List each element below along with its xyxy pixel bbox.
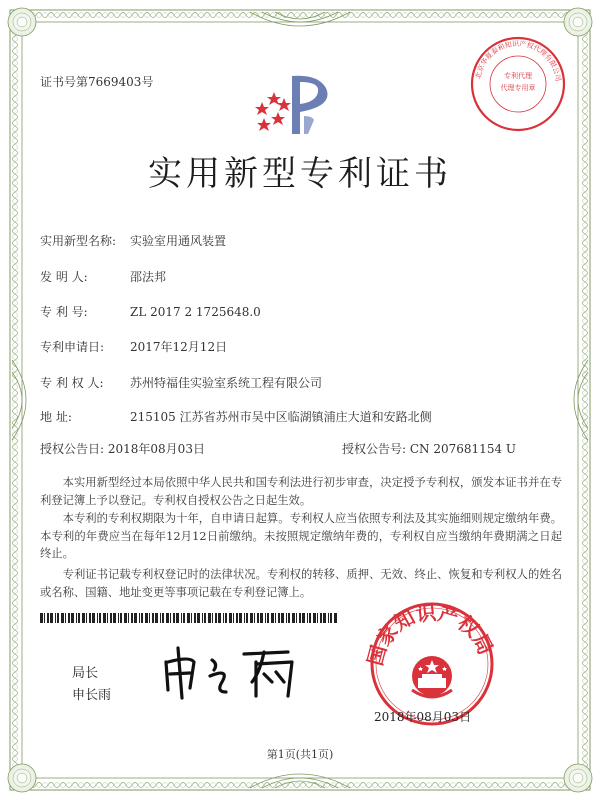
field-inventor <box>40 268 166 285</box>
barcode-bar <box>124 613 127 623</box>
barcode-bar <box>86 613 87 623</box>
field-grant-date <box>40 440 205 457</box>
patent-number-label: 专 利 号: <box>40 305 88 319</box>
barcode <box>40 613 340 623</box>
field-model-name <box>40 232 226 249</box>
national-emblem-icon <box>412 656 452 697</box>
barcode-bar <box>97 613 98 623</box>
barcode-bar <box>107 613 108 623</box>
agency-seal-inner-top: 专利代理 <box>504 72 532 80</box>
barcode-bar <box>299 613 301 623</box>
inventor-value: 邵法邦 <box>130 270 167 284</box>
body-paragraph-2: 本专利的专利权期限为十年，自申请日起算。专利权人应当依照专利法及其实施细则规定缴纳年费。本专利的年费应当在每年12月12日前缴纳。未按照规定缴纳年费的，专利权自应当缴纳年费期满之日起终止。 <box>40 512 562 561</box>
page-number: 第1页(共1页) <box>266 748 334 761</box>
barcode-bar <box>302 613 305 623</box>
barcode-bar <box>92 613 95 623</box>
barcode-bar <box>65 613 66 623</box>
agency-seal-inner-mid: 代理专用章 <box>500 84 536 92</box>
grant-date-label: 授权公告日: <box>40 442 105 456</box>
certificate-title: 实用新型专利证书 <box>148 154 452 194</box>
inventor-label: 发 明 人: <box>40 270 88 284</box>
barcode-bar <box>152 613 154 623</box>
body-paragraph-1: 本实用新型经过本局依照中华人民共和国专利法进行初步审查，决定授予专利权，颁发本证书并在专利登记簿上予以登记。专利权自授权公告之日起生效。 <box>40 476 562 507</box>
barcode-bar <box>76 613 77 623</box>
sipo-seal-text: 国家知识产权局 <box>362 600 498 669</box>
barcode-bar <box>89 613 91 623</box>
barcode-bar <box>204 613 206 623</box>
barcode-bar <box>78 613 80 623</box>
director-signature <box>160 642 310 702</box>
barcode-bar <box>44 613 45 623</box>
body-paragraph-3: 专利证书记载专利权登记时的法律状况。专利权的转移、质押、无效、终止、恢复和专利权人的姓名或名称、国籍、地址变更等事项记载在专利登记簿上。 <box>40 568 562 599</box>
barcode-bar <box>68 613 70 623</box>
barcode-bar <box>320 613 322 623</box>
barcode-bar <box>208 613 211 623</box>
barcode-bar <box>317 613 318 623</box>
barcode-bar <box>118 613 119 623</box>
barcode-bar <box>176 613 179 623</box>
barcode-bar <box>113 613 116 623</box>
barcode-bar <box>330 613 332 623</box>
barcode-bar <box>47 613 49 623</box>
barcode-bar <box>239 613 242 623</box>
barcode-bar <box>286 613 287 623</box>
patentee-value: 苏州特福佳实验室系统工程有限公司 <box>130 376 323 390</box>
barcode-bar <box>260 613 263 623</box>
barcode-bar <box>309 613 311 623</box>
barcode-bar <box>155 613 158 623</box>
barcode-bar <box>328 613 329 623</box>
barcode-bar <box>292 613 295 623</box>
barcode-bar <box>134 613 137 623</box>
barcode-bar <box>212 613 213 623</box>
agency-seal-outer-text: 北京华夏泰和知识产权代理有限公司 <box>474 39 563 82</box>
barcode-bar <box>246 613 248 623</box>
barcode-bar <box>141 613 143 623</box>
filing-date-label: 专利申请日: <box>40 340 105 354</box>
patentee-label: 专 利 权 人: <box>40 376 104 390</box>
barcode-bar <box>99 613 101 623</box>
barcode-bar <box>170 613 171 623</box>
field-patent-number <box>40 303 261 320</box>
grant-date-value: 2018年08月03日 <box>107 442 205 456</box>
barcode-bar <box>82 613 85 623</box>
barcode-bar <box>323 613 326 623</box>
barcode-bar <box>281 613 284 623</box>
director-name: 申长雨 <box>72 688 112 703</box>
director-title: 局长 <box>72 666 99 681</box>
barcode-bar <box>187 613 190 623</box>
field-filing-date <box>40 338 227 355</box>
barcode-bar <box>202 613 203 623</box>
barcode-bar <box>225 613 227 623</box>
barcode-bar <box>110 613 112 623</box>
certificate-number: 证书号第7669403号 <box>40 75 154 89</box>
barcode-bar <box>275 613 276 623</box>
barcode-bar <box>128 613 129 623</box>
barcode-bar <box>254 613 255 623</box>
model-name-value: 实验室用通风装置 <box>130 234 227 248</box>
barcode-bar <box>307 613 308 623</box>
barcode-bar <box>271 613 274 623</box>
barcode-bar <box>334 613 337 623</box>
barcode-bar <box>162 613 164 623</box>
barcode-bar <box>181 613 182 623</box>
barcode-bar <box>229 613 232 623</box>
barcode-bar <box>40 613 43 623</box>
barcode-bar <box>183 613 185 623</box>
grant-number-value: CN 207681154 U <box>409 442 517 456</box>
barcode-bar <box>244 613 245 623</box>
barcode-bar <box>278 613 280 623</box>
barcode-bar <box>265 613 266 623</box>
barcode-bar <box>173 613 175 623</box>
barcode-bar <box>57 613 59 623</box>
address-value: 215105 江苏省苏州市吴中区临湖镇浦庄大道和安路北侧 <box>130 410 432 424</box>
barcode-bar <box>215 613 217 623</box>
patent-office-logo-icon <box>248 72 348 138</box>
patent-number-value: ZL 2017 2 1725648.0 <box>130 305 261 319</box>
barcode-bar <box>288 613 290 623</box>
barcode-bar <box>218 613 221 623</box>
sipo-seal <box>362 596 502 726</box>
barcode-bar <box>71 613 74 623</box>
barcode-bar <box>149 613 150 623</box>
barcode-bar <box>61 613 64 623</box>
seal-date: 2018年08月03日 <box>374 710 472 724</box>
barcode-bar <box>313 613 316 623</box>
address-label: 地 址: <box>40 410 72 424</box>
barcode-bar <box>223 613 224 623</box>
barcode-bar <box>131 613 133 623</box>
grant-number-label: 授权公告号: <box>342 442 407 456</box>
barcode-bar <box>55 613 56 623</box>
barcode-bar <box>166 613 169 623</box>
filing-date-value: 2017年12月12日 <box>130 340 228 354</box>
barcode-bar <box>191 613 192 623</box>
barcode-bar <box>160 613 161 623</box>
barcode-bar <box>250 613 253 623</box>
barcode-bar <box>145 613 148 623</box>
barcode-bar <box>197 613 200 623</box>
barcode-bar <box>120 613 122 623</box>
barcode-bar <box>296 613 297 623</box>
barcode-bar <box>194 613 196 623</box>
barcode-bar <box>50 613 53 623</box>
agency-seal <box>468 34 568 134</box>
barcode-bar <box>103 613 106 623</box>
field-address <box>40 408 432 425</box>
field-grant-number <box>342 440 516 457</box>
barcode-bar <box>257 613 259 623</box>
barcode-bar <box>233 613 234 623</box>
barcode-bar <box>236 613 238 623</box>
barcode-bar <box>139 613 140 623</box>
model-name-label: 实用新型名称: <box>40 234 117 248</box>
field-patentee <box>40 374 322 391</box>
barcode-bar <box>267 613 269 623</box>
